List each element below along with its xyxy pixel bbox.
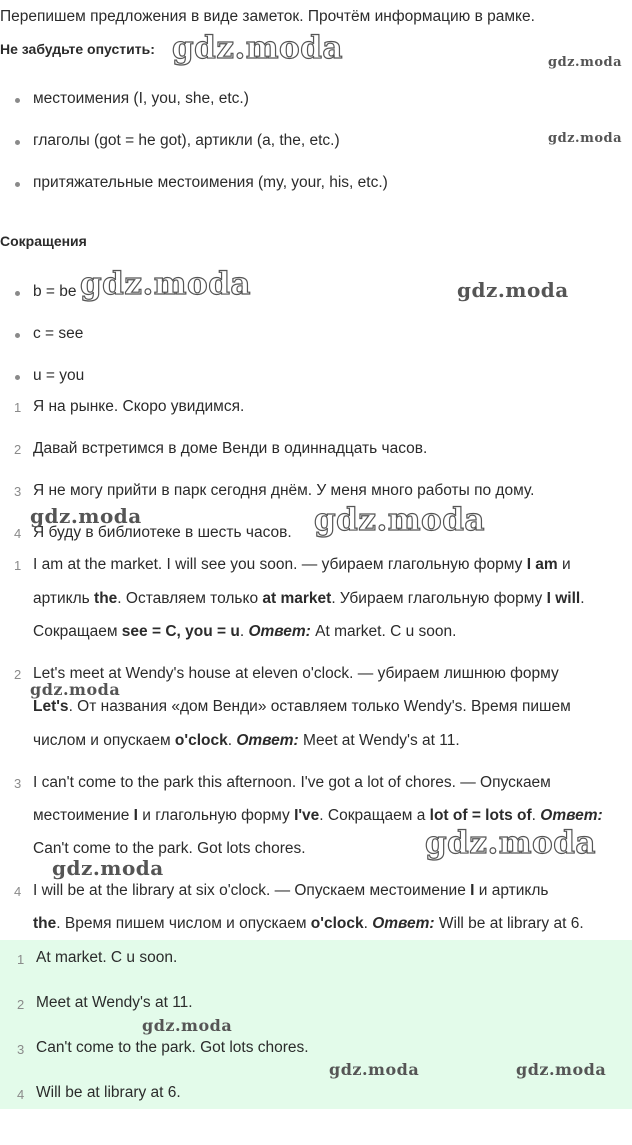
- watermark: gdz.moda: [314, 502, 485, 538]
- bullet-icon: [15, 140, 20, 145]
- watermark: gdz.moda: [548, 131, 623, 146]
- item-number: 3: [14, 484, 22, 499]
- watermark: gdz.moda: [30, 504, 142, 528]
- list-item: притяжательные местоимения (my, your, his, etc.): [33, 174, 388, 191]
- watermark: gdz.moda: [30, 680, 121, 699]
- bullet-icon: [15, 182, 20, 187]
- dont-forget-label: Не забудьте опустить:: [0, 41, 155, 57]
- explanation-line: числом и опускаем o'clock. Ответ: Meet at Wendy's at 11.: [33, 732, 460, 749]
- watermark: gdz.moda: [172, 30, 343, 66]
- task-text: Я на рынке. Скоро увидимся.: [33, 398, 245, 415]
- explanation-line: местоимение I и глагольную форму I've. Сокращаем a lot of = lots of. Ответ:: [33, 807, 603, 824]
- item-number: 3: [17, 1042, 25, 1057]
- explanation-line: Let's meet at Wendy's house at eleven o'clock. — убираем лишнюю форму: [33, 665, 559, 682]
- answer-text: Can't come to the park. Got lots chores.: [36, 1039, 309, 1056]
- item-number: 1: [14, 400, 22, 415]
- explanation-line: I am at the market. I will see you soon. — убираем глагольную форму I am и: [33, 556, 571, 573]
- item-number: 2: [14, 442, 22, 457]
- list-item: u = you: [33, 367, 85, 384]
- item-number: 4: [14, 884, 22, 899]
- explanation-line: артикль the. Оставляем только at market. Убираем глагольную форму I will.: [33, 590, 585, 607]
- watermark: gdz.moda: [516, 1060, 607, 1079]
- watermark: gdz.moda: [548, 55, 623, 70]
- watermark: gdz.moda: [329, 1060, 420, 1079]
- answers-panel: [0, 940, 632, 1109]
- section-title: Сокращения: [0, 233, 87, 249]
- list-item: глаголы (got = he got), артикли (a, the, etc.): [33, 132, 340, 149]
- answer-text: At market. C u soon.: [36, 949, 178, 966]
- item-number: 2: [14, 667, 22, 682]
- list-item: местоимения (I, you, she, etc.): [33, 90, 249, 107]
- list-item: c = see: [33, 325, 84, 342]
- answer-text: Meet at Wendy's at 11.: [36, 994, 193, 1011]
- watermark: gdz.moda: [142, 1016, 233, 1035]
- answer-text: Will be at library at 6.: [36, 1084, 181, 1101]
- bullet-icon: [15, 375, 20, 380]
- item-number: 1: [17, 952, 25, 967]
- item-number: 2: [17, 997, 25, 1012]
- item-number: 4: [17, 1087, 25, 1102]
- bullet-icon: [15, 291, 20, 296]
- explanation-line: Сокращаем see = C, you = u. Ответ: At market. C u soon.: [33, 623, 457, 640]
- item-number: 4: [14, 526, 22, 541]
- bullet-icon: [15, 98, 20, 103]
- explanation-line: I can't come to the park this afternoon. I've got a lot of chores. — Опускаем: [33, 774, 551, 791]
- explanation-line: the. Время пишем числом и опускаем o'clock. Ответ: Will be at library at 6.: [33, 915, 584, 932]
- item-number: 1: [14, 558, 22, 573]
- watermark: gdz.moda: [425, 825, 596, 861]
- task-text: Я не могу прийти в парк сегодня днём. У меня много работы по дому.: [33, 482, 535, 499]
- explanation-line: Can't come to the park. Got lots chores.: [33, 840, 306, 857]
- watermark: gdz.moda: [457, 278, 569, 302]
- intro-text: Перепишем предложения в виде заметок. Прочтём информацию в рамке.: [0, 8, 535, 25]
- explanation-line: Let's. От названия «дом Венди» оставляем только Wendy's. Время пишем: [33, 698, 571, 715]
- task-text: Я буду в библиотеке в шесть часов.: [33, 524, 292, 541]
- list-item: b = be: [33, 283, 77, 300]
- bullet-icon: [15, 333, 20, 338]
- watermark: gdz.moda: [80, 266, 251, 302]
- explanation-line: I will be at the library at six o'clock. — Опускаем местоимение I и артикль: [33, 882, 549, 899]
- task-text: Давай встретимся в доме Венди в одиннадцать часов.: [33, 440, 428, 457]
- item-number: 3: [14, 776, 22, 791]
- watermark: gdz.moda: [52, 856, 164, 880]
